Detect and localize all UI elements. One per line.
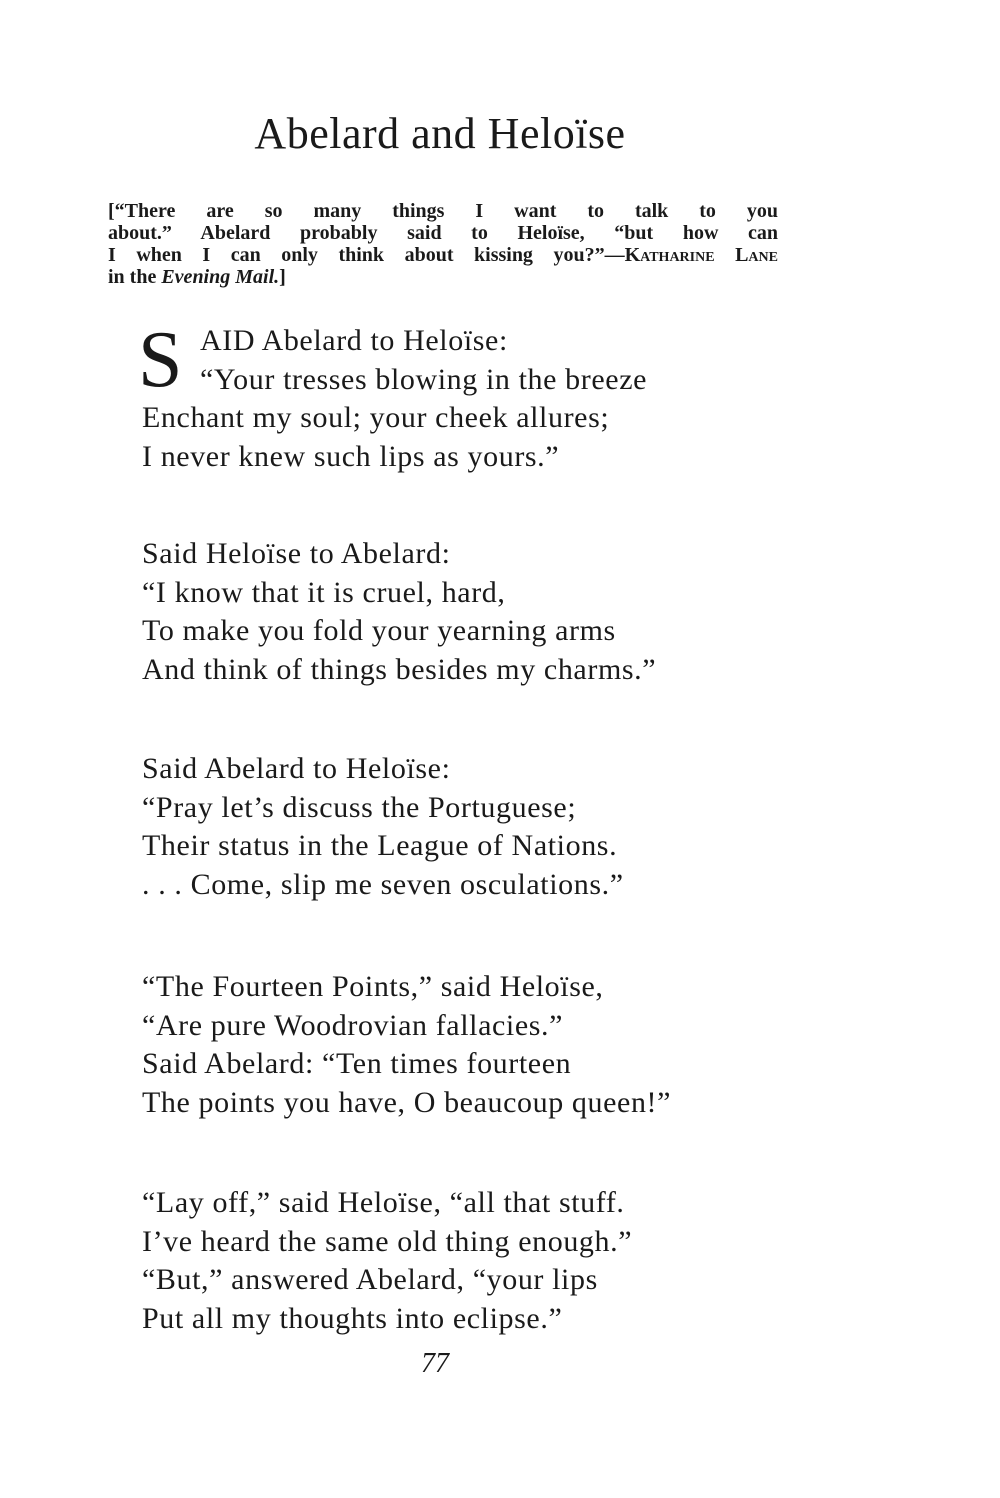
verse-line: I never knew such lips as yours.”: [142, 439, 560, 473]
verse-line: “Pray let’s discuss the Portuguese;: [142, 790, 577, 824]
poem-title: Abelard and Heloïse: [254, 109, 626, 158]
verse-line: “But,” answered Abelard, “your lips: [142, 1263, 598, 1296]
epigraph-connector: in the: [108, 266, 162, 288]
epigraph-line: about.” Abelard probably said to Heloïse, “but how can: [108, 222, 778, 244]
verse-line: “Your tresses blowing in the breeze: [200, 362, 648, 396]
stanza-5: [142, 1184, 762, 1338]
epigraph-author: Katharine Lane: [624, 244, 778, 266]
epigraph-text: I when I can only think about kissing you?”—: [108, 244, 625, 266]
stanza-4: [142, 968, 762, 1122]
stanza-3: [142, 750, 762, 904]
verse-line: Enchant my soul; your cheek allures;: [142, 401, 610, 434]
verse-line: “Are pure Woodrovian fallacies.”: [142, 1008, 564, 1042]
verse-line: “I know that it is cruel, hard,: [142, 575, 506, 609]
verse-line: The points you have, O beaucoup queen!”: [142, 1085, 672, 1119]
verse-line: AID Abelard to Heloïse:: [200, 324, 508, 357]
verse-line: Said Abelard to Heloïse:: [142, 752, 451, 785]
verse-line: And think of things besides my charms.”: [142, 652, 657, 686]
epigraph-bracket: ]: [279, 266, 286, 288]
epigraph: [108, 200, 778, 288]
verse-line: . . . Come, slip me seven osculations.”: [142, 867, 624, 901]
verse-line: “Lay off,” said Heloïse, “all that stuff.: [142, 1186, 625, 1219]
stanza-1: [138, 316, 762, 476]
epigraph-line: [108, 244, 778, 266]
drop-cap: S: [138, 316, 184, 404]
verse-line: To make you fold your yearning arms: [142, 614, 616, 647]
verse-line: Said Abelard: “Ten times fourteen: [142, 1047, 572, 1080]
verse-line: Put all my thoughts into eclipse.”: [142, 1301, 563, 1335]
dropcap-block: [138, 316, 762, 404]
verse-line: Said Heloïse to Abelard:: [142, 537, 451, 570]
epigraph-line: [108, 266, 778, 288]
verse-line: I’ve heard the same old thing enough.”: [142, 1224, 633, 1258]
epigraph-source: Evening Mail.: [161, 266, 280, 288]
verse-line: “The Fourteen Points,” said Heloïse,: [142, 970, 604, 1003]
page-number: 77: [421, 1348, 449, 1379]
stanza-2: [142, 535, 762, 689]
epigraph-line: [“There are so many things I want to talk to you: [108, 200, 778, 222]
verse-line: Their status in the League of Nations.: [142, 829, 618, 862]
